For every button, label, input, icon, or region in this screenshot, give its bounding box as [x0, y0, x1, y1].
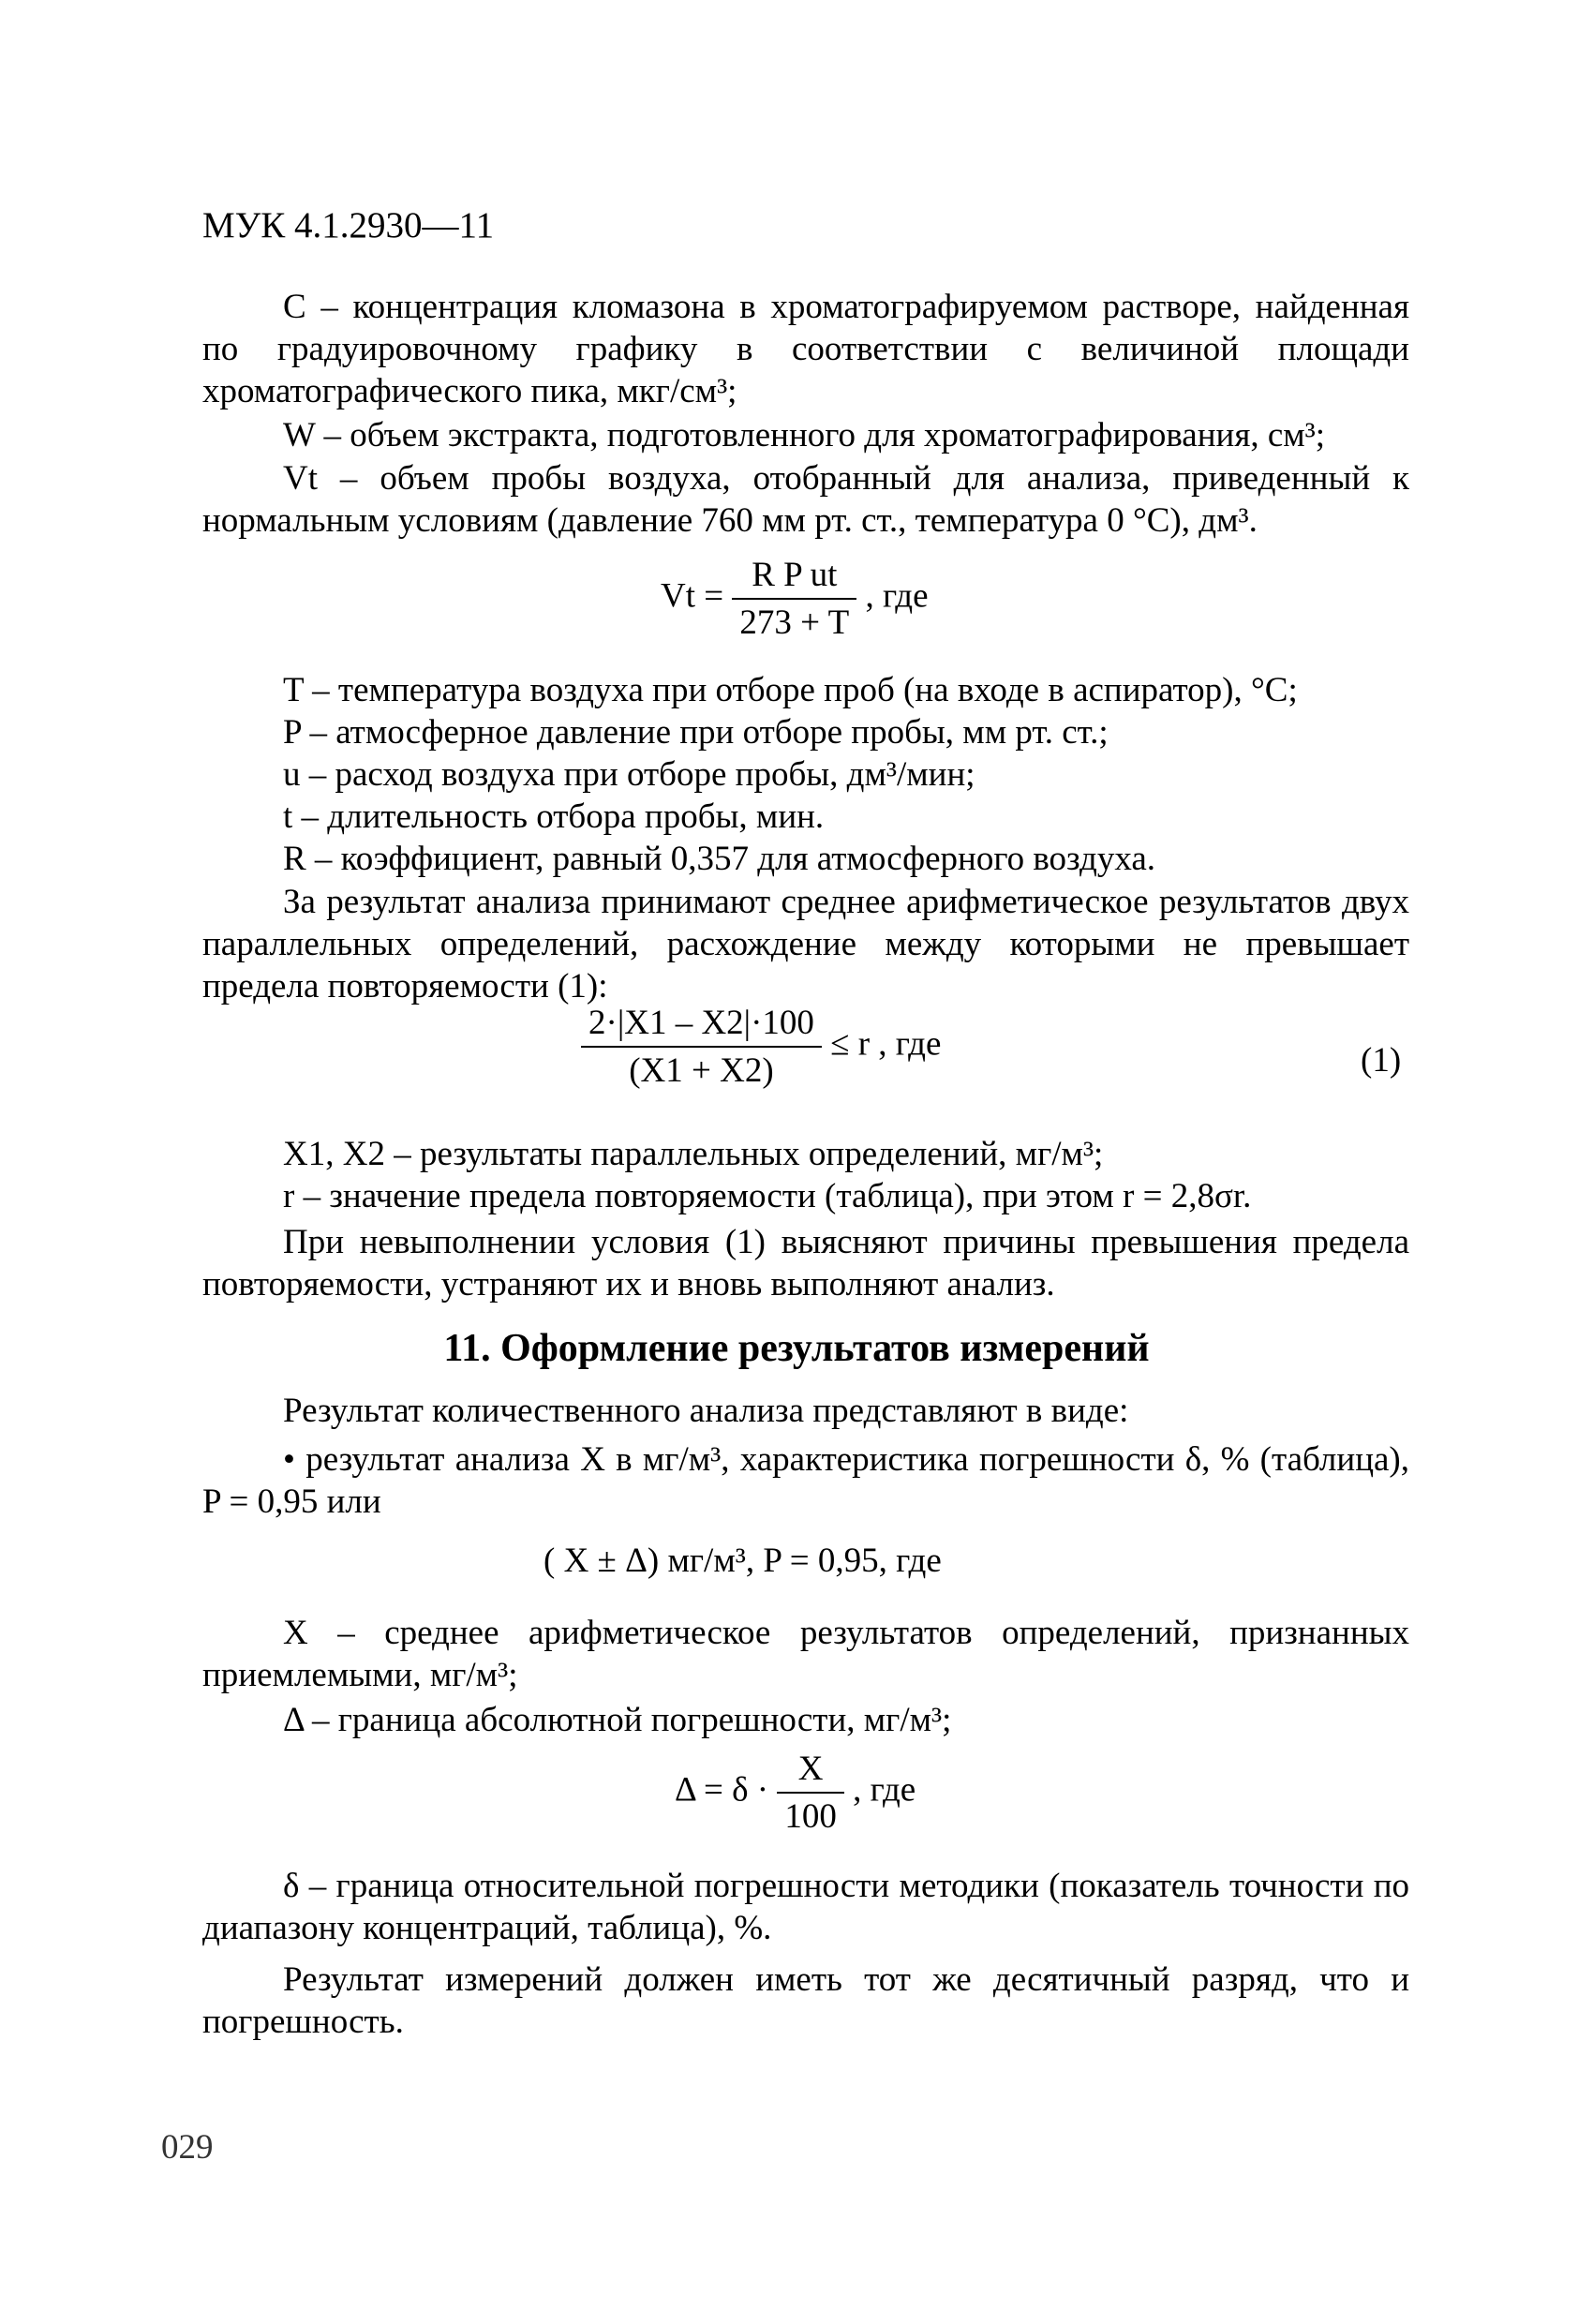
paragraph-result: За результат анализа принимают среднее арифметическое результатов двух параллельных определений, расхождение между которыми не превышает предела повторяемости (1):: [202, 883, 1409, 1006]
formula-1-denominator: (X1 + X2): [629, 1051, 774, 1090]
formula-1-label: (1): [1361, 1041, 1402, 1080]
document-header: МУК 4.1.2930—11: [202, 205, 495, 246]
formula-1: [581, 1003, 941, 1091]
formula-delta-denominator: 100: [784, 1797, 837, 1836]
formula-delta-fraction: [777, 1749, 844, 1837]
formula-1-numerator: 2·|X1 – X2|·100: [581, 1003, 822, 1048]
definition-xbar: X – среднее арифметическое результатов определений, признанных приемлемыми, мг/м³;: [202, 1614, 1409, 1694]
formula-vt-denominator: 273 + T: [739, 603, 850, 642]
definition-r-coef: R – коэффициент, равный 0,357 для атмосферного воздуха.: [283, 840, 1156, 878]
definition-delta-rel: δ – граница относительной погрешности методики (показатель точности по диапазону концентраций, таблица), %.: [202, 1867, 1409, 1947]
definition-c: C – концентрация кломазона в хроматографируемом растворе, найденная по градуировочному графику в соответствии с величиной площади хроматографического пика, мкг/см³;: [202, 288, 1409, 410]
formula-delta-tail: , где: [853, 1770, 916, 1810]
bullet-result: • результат анализа X в мг/м³, характеристика погрешности δ, % (таблица), P = 0,95 или: [202, 1440, 1409, 1521]
definition-u: u – расход воздуха при отборе пробы, дм³/мин;: [283, 755, 975, 794]
definition-t-time: t – длительность отбора пробы, мин.: [283, 797, 825, 836]
formula-1-tail: ≤ r , где: [830, 1024, 942, 1064]
formula-vt-fraction: [732, 555, 856, 643]
formula-vt-lhs: Vt =: [661, 576, 724, 616]
definition-x1x2: X1, X2 – результаты параллельных определений, мг/м³;: [283, 1135, 1104, 1173]
page-number: 029: [161, 2128, 214, 2167]
definition-vt: Vt – объем пробы воздуха, отобранный для анализа, приведенный к нормальным условиям (давление 760 мм рт. ст., температура 0 °С), дм³.: [202, 459, 1409, 540]
definition-delta: Δ – граница абсолютной погрешности, мг/м³;: [283, 1701, 952, 1739]
section-heading: 11. Оформление результатов измерений: [443, 1327, 1150, 1370]
formula-delta-numerator: X: [777, 1749, 844, 1794]
formula-delta-lhs: Δ = δ ·: [675, 1770, 769, 1810]
formula-x: ( X ± Δ) мг/м³, P = 0,95, где: [543, 1542, 942, 1580]
definition-r-repeat: r – значение предела повторяемости (таблица), при этом r = 2,8σr.: [283, 1177, 1252, 1215]
formula-1-fraction: [581, 1003, 822, 1091]
paragraph-fail: При невыполнении условия (1) выясняют причины превышения предела повторяемости, устраняют их и вновь выполняют анализ.: [202, 1223, 1409, 1304]
formula-delta: [675, 1749, 916, 1837]
definition-p: P – атмосферное давление при отборе пробы, мм рт. ст.;: [283, 713, 1109, 752]
formula-vt: [661, 555, 929, 643]
definition-t-temp: T – температура воздуха при отборе проб (на входе в аспиратор), °С;: [283, 671, 1298, 709]
definition-w: W – объем экстракта, подготовленного для хроматографирования, см³;: [283, 416, 1326, 454]
paragraph-intro: Результат количественного анализа представляют в виде:: [283, 1392, 1129, 1430]
formula-vt-numerator: R P ut: [732, 555, 856, 600]
paragraph-final: Результат измерений должен иметь тот же десятичный разряд, что и погрешность.: [202, 1960, 1409, 2041]
formula-vt-tail: , где: [865, 576, 929, 616]
